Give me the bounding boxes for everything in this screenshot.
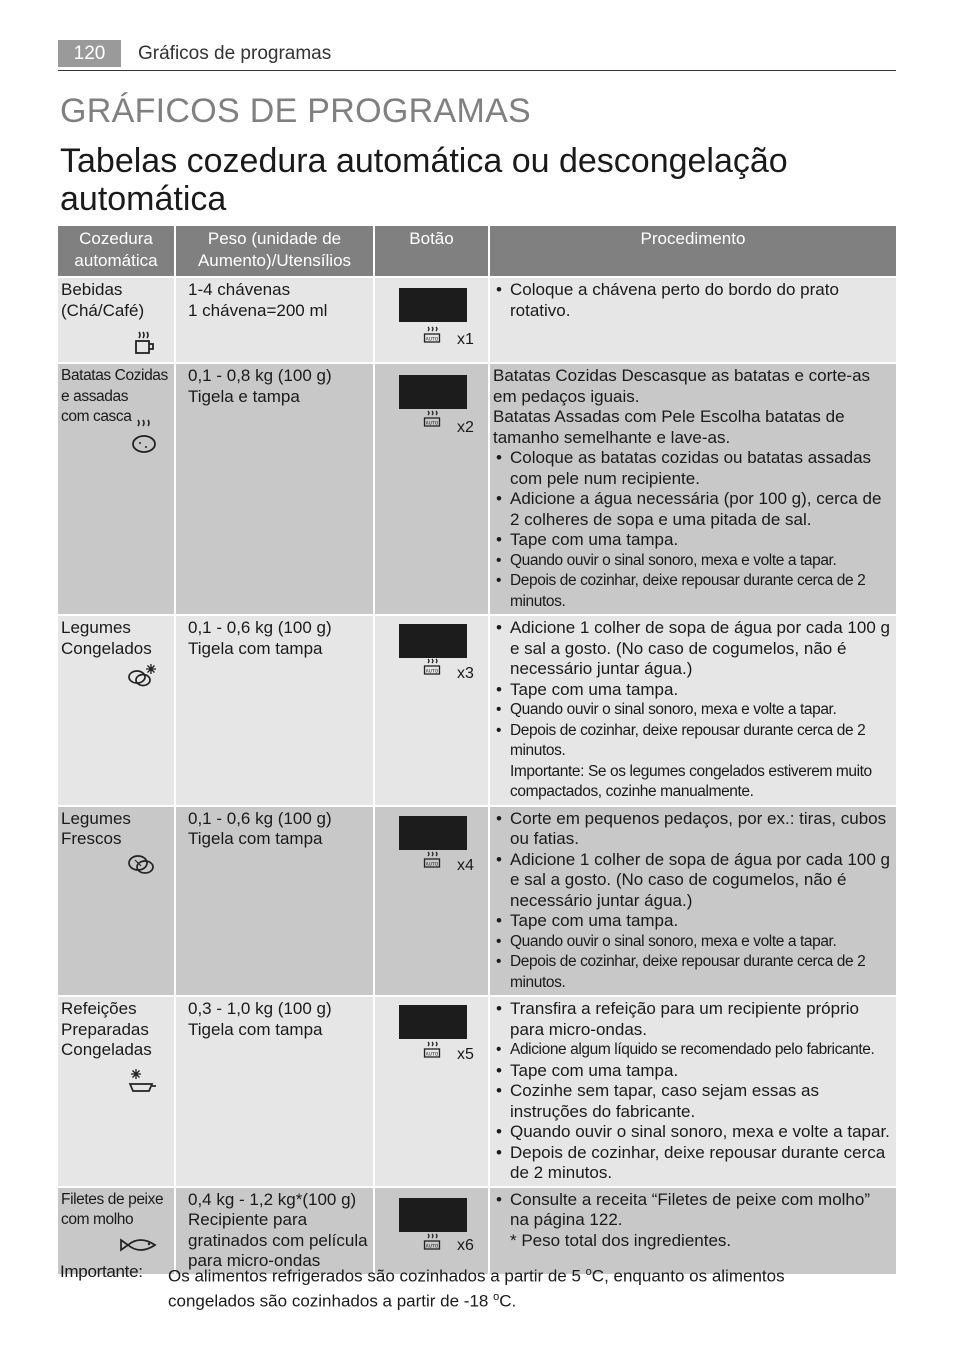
button-cell [375,616,490,807]
oven-display [399,816,467,850]
cup-icon [133,330,157,356]
table-row [58,364,896,616]
food-label: Filetes de peixe com molho [61,1190,164,1228]
oven-display [399,375,467,409]
food-label: Batatas Cozidas e assadas com casca [61,367,168,425]
procedure-step: • Consulte a receita “Filetes de peixe com molho” na página 122. [510,1190,893,1231]
auto-cook-icon [423,851,441,869]
weight-cell [176,997,375,1188]
oven-display [399,288,467,322]
section-title: GRÁFICOS DE PROGRAMAS [60,92,532,130]
weight-cell [176,616,375,807]
procedure-step: • Quando ouvir o sinal sonoro, mexa e volte a tapar. [510,700,893,721]
procedure-step: • Depois de cozinhar, deixe repousar durante cerca de 2 minutos. [510,721,893,762]
note-text [168,1262,888,1312]
important-text: Se os legumes congelados estiverem muito compactados, cozinhe manualmente. [510,762,872,800]
column-header: Botão [375,226,490,278]
auto-cook-icon [423,326,441,344]
table-row [58,997,896,1188]
press-count: x3 [457,665,474,682]
note-line: Os alimentos refrigerados são cozinhados a partir de 5 [168,1266,586,1286]
auto-cook-icon [423,410,441,428]
press-count: x5 [457,1046,474,1063]
procedure-step: • Quando ouvir o sinal sonoro, mexa e volte a tapar. [510,551,893,572]
column-header: Cozedura automática [58,226,176,278]
procedure-step: • Tape com uma tampa. [510,911,893,932]
weight-text: 0,1 - 0,8 kg (100 g) Tigela e tampa [188,366,332,406]
oven-display [399,1005,467,1039]
procedure-intro: Batatas Cozidas Descasque as batatas e corte-as em pedaços iguais. [493,366,871,406]
food-label: Legumes Congelados [61,618,152,658]
press-count: x2 [457,419,474,436]
weight-cell [176,807,375,998]
page-header [58,40,896,71]
auto-cook-icon [423,1041,441,1059]
weight-text: 0,4 kg - 1,2 kg*(100 g) Recipiente para gratinados com película para micro-ondas [188,1189,368,1270]
procedure-step: • Adicione 1 colher de sopa de água por cada 100 g e sal a gosto. (No caso de cogumelos, não é necessário juntar água.) [510,618,893,680]
food-cell [58,807,176,998]
weight-text: 0,1 - 0,6 kg (100 g) Tigela com tampa [188,618,332,658]
procedure-step: • Adicione algum líquido se recomendado pelo fabricante. [510,1040,893,1061]
procedure-intro: Batatas Assadas com Pele Escolha batatas de tamanho semelhante e lave-as. [493,407,845,447]
procedure-step: • Quando ouvir o sinal sonoro, mexa e volte a tapar. [510,1122,893,1143]
page-number: 120 [58,40,121,67]
food-cell [58,616,176,807]
note-line: C. [499,1291,517,1311]
auto-cook-icon [423,1233,441,1251]
procedure-step: • Adicione 1 colher de sopa de água por cada 100 g e sal a gosto. (No caso de cogumelos, não é necessário juntar água.) [510,850,893,912]
running-title: Gráficos de programas [138,43,332,64]
procedure-step: • Tape com uma tampa. [510,530,893,551]
auto-cook-icon [423,658,441,676]
note-line: congelados são cozinhados a partir de -18 [168,1291,494,1311]
footnote: * Peso total dos ingredientes. [510,1230,732,1250]
procedure-step: • Depois de cozinhar, deixe repousar durante cerca de 2 minutos. [510,952,893,993]
food-cell [58,278,176,364]
press-count: x6 [457,1236,474,1254]
procedure-cell [490,616,896,807]
frozen-vegetables-icon [127,662,157,688]
weight-cell [176,364,375,616]
svg-text:AUTO: AUTO [425,1052,439,1058]
food-label: Refeições Preparadas Congeladas [61,999,152,1059]
food-cell [58,997,176,1188]
procedure-cell [490,278,896,364]
column-header: Procedimento [490,226,896,278]
procedure-cell [490,364,896,616]
column-header: Peso (unidade de Aumento)/Utensílios [176,226,375,278]
weight-cell [176,278,375,364]
svg-text:AUTO: AUTO [425,669,439,675]
food-label: Legumes Frescos [61,808,131,848]
press-count: x4 [457,856,474,874]
button-cell [375,997,490,1188]
button-cell [375,278,490,364]
button-cell [375,364,490,616]
important-item [510,762,893,803]
note-label: Importante: [60,1262,143,1281]
button-cell [375,807,490,998]
program-table [58,226,896,1276]
svg-text:AUTO: AUTO [425,337,439,343]
svg-text:AUTO: AUTO [425,862,439,867]
important-label: Importante: [510,762,585,780]
table-row [58,278,896,364]
procedure-step: • Tape com uma tampa. [510,1061,893,1082]
press-count: x1 [457,331,474,348]
procedure-step: • Cozinhe sem tapar, caso sejam essas as instruções do fabricante. [510,1081,893,1122]
table-row [58,616,896,807]
procedure-step: • Coloque as batatas cozidas ou batatas assadas com pele num recipiente. [510,448,893,489]
procedure-step: • Adicione a água necessária (por 100 g), cerca de 2 colheres de sopa e uma pitada de sal. [510,489,893,530]
svg-text:AUTO: AUTO [425,1244,439,1249]
note-line: C, enquanto os alimentos [591,1266,785,1286]
procedure-cell [490,807,896,998]
table-header-row [58,226,896,278]
degree-sign: o [493,1291,500,1304]
page-title: Tabelas cozedura automática ou descongelação automática [60,142,788,218]
procedure-step: • Depois de cozinhar, deixe repousar durante cerca de 2 minutos. [510,1143,893,1184]
food-label: Bebidas (Chá/Café) [61,280,145,320]
svg-text:AUTO: AUTO [425,421,439,427]
procedure-step: • Transfira a refeição para um recipiente próprio para micro-ondas. [510,999,893,1040]
table-row [58,807,896,998]
weight-text: 0,1 - 0,6 kg (100 g) Tigela com tampa [188,808,332,848]
weight-text: 1-4 chávenas 1 chávena=200 ml [188,280,328,320]
procedure-cell [490,997,896,1188]
procedure-step: • Quando ouvir o sinal sonoro, mexa e volte a tapar. [510,932,893,953]
frozen-meal-icon [127,1067,157,1095]
degree-sign: o [585,1266,592,1278]
procedure-step: • Corte em pequenos pedaços, por ex.: tiras, cubos ou fatias. [510,809,893,850]
oven-display [399,624,467,658]
fish-icon [119,1236,157,1254]
fresh-vegetables-icon [127,851,157,877]
procedure-step: • Depois de cozinhar, deixe repousar durante cerca de 2 minutos. [510,571,893,612]
procedure-step: • Coloque a chávena perto do bordo do prato rotativo. [510,280,893,321]
oven-display [399,1198,467,1232]
weight-text: 0,3 - 1,0 kg (100 g) Tigela com tampa [188,999,332,1039]
food-cell [58,364,176,616]
procedure-step: • Tape com uma tampa. [510,680,893,701]
potato-icon [131,418,157,454]
